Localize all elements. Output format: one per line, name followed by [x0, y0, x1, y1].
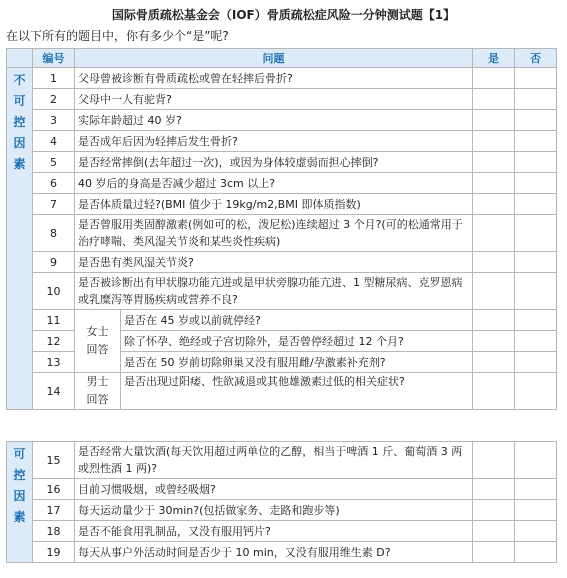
- table-row: [7, 273, 557, 310]
- yes-checkbox[interactable]: [473, 479, 515, 500]
- yes-checkbox[interactable]: [473, 373, 515, 410]
- no-checkbox[interactable]: [515, 479, 557, 500]
- header-number: 编号: [33, 49, 75, 68]
- risk-test-table: [6, 48, 557, 410]
- question-text: 是否出现过阳痿、性欲减退或其他雄激素过低的相关症状?: [121, 373, 473, 410]
- table-row: [7, 215, 557, 252]
- question-text: 40 岁后的身高是否减少超过 3cm 以上?: [75, 173, 473, 194]
- no-checkbox[interactable]: [515, 521, 557, 542]
- question-text: 是否被诊断出有甲状腺功能亢进或是甲状旁腺功能亢进、1 型糖尿病、克罗恩病或乳糜泻等胃肠疾病或营养不良?: [75, 273, 473, 310]
- table-row: [7, 521, 557, 542]
- no-checkbox[interactable]: [515, 110, 557, 131]
- table-row: [7, 442, 557, 479]
- question-text: 是否体质量过轻?(BMI 值少于 19kg/m2,BMI 即体质指数): [75, 194, 473, 215]
- question-text: 目前习惯吸烟，或曾经吸烟?: [75, 479, 473, 500]
- question-text: 实际年龄超过 40 岁?: [75, 110, 473, 131]
- yes-checkbox[interactable]: [473, 331, 515, 352]
- yes-checkbox[interactable]: [473, 442, 515, 479]
- no-checkbox[interactable]: [515, 542, 557, 563]
- yes-checkbox[interactable]: [473, 215, 515, 252]
- no-checkbox[interactable]: [515, 442, 557, 479]
- question-text: 是否经常摔倒(去年超过一次)，或因为身体较虚弱而担心摔倒?: [75, 152, 473, 173]
- yes-checkbox[interactable]: [473, 110, 515, 131]
- question-text: 是否不能食用乳制品，又没有服用钙片?: [75, 521, 473, 542]
- table-row: [7, 194, 557, 215]
- table-row: [7, 173, 557, 194]
- question-number: 18: [33, 521, 75, 542]
- risk-test-table-controllable: [6, 441, 557, 563]
- question-text: 父母曾被诊断有骨质疏松或曾在轻摔后骨折?: [75, 68, 473, 89]
- yes-checkbox[interactable]: [473, 131, 515, 152]
- question-number: 10: [33, 273, 75, 310]
- question-text: 除了怀孕、绝经或子宫切除外，是否曾停经超过 12 个月?: [121, 331, 473, 352]
- question-number: 6: [33, 173, 75, 194]
- yes-checkbox[interactable]: [473, 273, 515, 310]
- table-row: [7, 110, 557, 131]
- question-number: 5: [33, 152, 75, 173]
- question-number: 1: [33, 68, 75, 89]
- no-checkbox[interactable]: [515, 331, 557, 352]
- question-text: 是否在 50 岁前切除卵巢又没有服用雌/孕激素补充剂?: [121, 352, 473, 373]
- question-text: 是否患有类风湿关节炎?: [75, 252, 473, 273]
- no-checkbox[interactable]: [515, 194, 557, 215]
- question-number: 16: [33, 479, 75, 500]
- question-number: 17: [33, 500, 75, 521]
- question-number: 13: [33, 352, 75, 373]
- question-text: 是否成年后因为轻摔后发生骨折?: [75, 131, 473, 152]
- question-number: 14: [33, 373, 75, 410]
- yes-checkbox[interactable]: [473, 152, 515, 173]
- table-row: [7, 68, 557, 89]
- yes-checkbox[interactable]: [473, 89, 515, 110]
- question-text: 是否曾服用类固醇激素(例如可的松，泼尼松)连续超过 3 个月?(可的松通常用于治疗哮喘、类风湿关节炎和某些炎性疾病): [75, 215, 473, 252]
- yes-checkbox[interactable]: [473, 252, 515, 273]
- no-checkbox[interactable]: [515, 152, 557, 173]
- table-row: [7, 542, 557, 563]
- question-text: 每天从事户外活动时间是否少于 10 min，又没有服用维生素 D?: [75, 542, 473, 563]
- table-row: [7, 252, 557, 273]
- no-checkbox[interactable]: [515, 273, 557, 310]
- category-controllable: 可控因素: [7, 442, 33, 563]
- no-checkbox[interactable]: [515, 173, 557, 194]
- question-number: 7: [33, 194, 75, 215]
- no-checkbox[interactable]: [515, 68, 557, 89]
- yes-checkbox[interactable]: [473, 194, 515, 215]
- no-checkbox[interactable]: [515, 89, 557, 110]
- no-checkbox[interactable]: [515, 352, 557, 373]
- header-blank: [7, 49, 33, 68]
- question-text: 是否经常大量饮酒(每天饮用超过两单位的乙醇，相当于啤酒 1 斤、葡萄酒 3 两或烈性酒 1 两)?: [75, 442, 473, 479]
- question-number: 8: [33, 215, 75, 252]
- female-answer-label: 女士回答: [75, 310, 121, 373]
- table-row: [7, 373, 557, 410]
- table-row: [7, 479, 557, 500]
- yes-checkbox[interactable]: [473, 542, 515, 563]
- question-number: 12: [33, 331, 75, 352]
- question-number: 11: [33, 310, 75, 331]
- question-number: 19: [33, 542, 75, 563]
- header-question: 问题: [75, 49, 473, 68]
- question-number: 2: [33, 89, 75, 110]
- question-number: 3: [33, 110, 75, 131]
- header-no: 否: [515, 49, 557, 68]
- table-header-row: [7, 49, 557, 68]
- table-row: [7, 131, 557, 152]
- no-checkbox[interactable]: [515, 373, 557, 410]
- no-checkbox[interactable]: [515, 215, 557, 252]
- question-number: 15: [33, 442, 75, 479]
- male-answer-label: 男士回答: [75, 373, 121, 410]
- yes-checkbox[interactable]: [473, 68, 515, 89]
- table-row: [7, 152, 557, 173]
- yes-checkbox[interactable]: [473, 352, 515, 373]
- yes-checkbox[interactable]: [473, 500, 515, 521]
- no-checkbox[interactable]: [515, 310, 557, 331]
- yes-checkbox[interactable]: [473, 310, 515, 331]
- no-checkbox[interactable]: [515, 500, 557, 521]
- header-yes: 是: [473, 49, 515, 68]
- table-row: [7, 310, 557, 331]
- question-number: 9: [33, 252, 75, 273]
- question-text: 每天运动量少于 30min?(包括做家务、走路和跑步等): [75, 500, 473, 521]
- intro-text: 在以下所有的题目中，你有多少个“是”呢?: [6, 29, 229, 43]
- no-checkbox[interactable]: [515, 131, 557, 152]
- table-row: [7, 89, 557, 110]
- yes-checkbox[interactable]: [473, 521, 515, 542]
- table-row: [7, 500, 557, 521]
- page-title: 国际骨质疏松基金会（IOF）骨质疏松症风险一分钟测试题【1】: [111, 8, 456, 22]
- question-text: 是否在 45 岁或以前就停经?: [121, 310, 473, 331]
- question-text: 父母中一人有驼背?: [75, 89, 473, 110]
- question-number: 4: [33, 131, 75, 152]
- no-checkbox[interactable]: [515, 252, 557, 273]
- yes-checkbox[interactable]: [473, 173, 515, 194]
- category-uncontrollable: 不可控因素: [7, 68, 33, 410]
